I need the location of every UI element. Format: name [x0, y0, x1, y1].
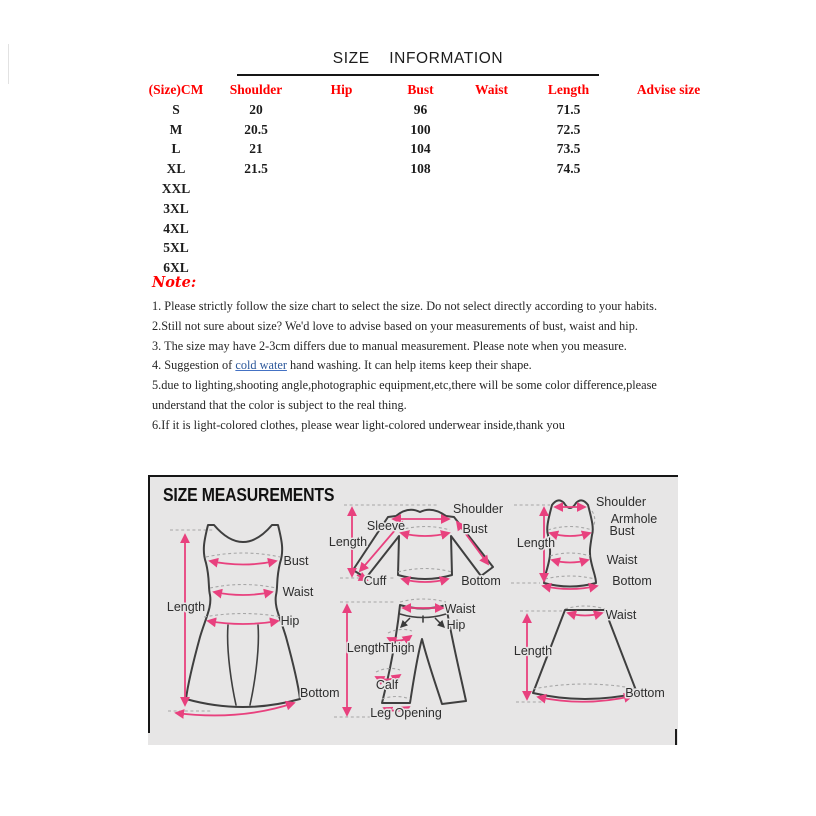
- vest-bottom-label: Bottom: [612, 574, 652, 588]
- top-bust-label: Bust: [462, 522, 488, 536]
- notes-list: [152, 297, 712, 436]
- cell-length: [525, 199, 612, 219]
- pants-leg-opening-label: Leg Opening: [370, 706, 442, 720]
- vest-bust-ellipse: [548, 527, 592, 531]
- cell-size: 6XL: [163, 260, 189, 276]
- cell-hip: [300, 179, 383, 199]
- cell-length: [525, 258, 612, 278]
- col-header-advise-size: Advise size: [636, 82, 701, 97]
- cell-advise: [612, 120, 725, 140]
- vest-shoulder-label: Shoulder: [595, 495, 647, 509]
- pants-waist-ellipse: [400, 599, 446, 602]
- pants-thigh-label: Thigh: [383, 641, 415, 655]
- size-chart-table: [140, 80, 725, 278]
- cell-bust: [383, 258, 458, 278]
- col-header-length: Length: [547, 82, 590, 97]
- cell-size: XXL: [161, 180, 191, 196]
- vest-bust-arrow: [550, 533, 590, 536]
- title-underline: [237, 74, 599, 76]
- skirt-length-label: Length: [513, 644, 553, 658]
- cold-water-link[interactable]: cold water: [235, 358, 287, 373]
- dress-hip-arrow: [208, 621, 278, 624]
- top-bottom-label: Bottom: [461, 574, 501, 588]
- dress-diagram: [167, 525, 340, 715]
- size-measurements-title: SIZE MEASUREMENTS: [163, 485, 335, 505]
- note-item-2: 2.Still not sure about size? We'd love to advise based on your measurements of bust, waist and hip.: [152, 318, 638, 333]
- cell-advise: [612, 199, 725, 219]
- cell-size: XL: [166, 161, 186, 177]
- cell-hip: [300, 258, 383, 278]
- dress-waist-arrow: [214, 592, 272, 595]
- pants-calf-ellipse: [376, 668, 400, 672]
- cell-shoulder: 20: [249, 101, 263, 117]
- cell-waist: [458, 258, 525, 278]
- pants-calf-label: Calf: [375, 678, 399, 692]
- cell-shoulder: [212, 179, 300, 199]
- note-item-3: 3. The size may have 2-3cm differs due to manual measurement. Please note when you measure.: [152, 338, 627, 353]
- cell-length: 73.5: [556, 141, 581, 157]
- dress-hip-ellipse: [204, 614, 282, 618]
- cell-bust: 104: [410, 141, 431, 157]
- cell-length: [525, 179, 612, 199]
- dress-left-seam: [228, 625, 236, 705]
- vest-waist-label: Waist: [606, 553, 638, 567]
- top-length-label: Length: [328, 535, 368, 549]
- vest-armhole-label: Armhole: [610, 512, 658, 526]
- cell-bust: 100: [410, 121, 431, 137]
- cell-length: [525, 238, 612, 258]
- cell-shoulder: [212, 258, 300, 278]
- scan-edge-artifact: [8, 44, 9, 84]
- cell-advise: [612, 139, 725, 159]
- top-shoulder-label: Shoulder: [452, 502, 504, 516]
- note-item-1: 1. Please strictly follow the size chart to select the size. Do not select directly according to your habits.: [152, 299, 658, 313]
- cell-size: L: [171, 141, 181, 157]
- cell-bust: [383, 199, 458, 219]
- cell-hip: [300, 199, 383, 219]
- cell-waist: [458, 120, 525, 140]
- vest-length-label: Length: [516, 536, 556, 550]
- cell-hip: [300, 219, 383, 239]
- note-4-prefix: 4. Suggestion of: [152, 358, 236, 373]
- vest-waist-ellipse: [550, 553, 590, 556]
- page-title: SIZE INFORMATION: [332, 50, 504, 67]
- cell-hip: [300, 100, 383, 120]
- cell-waist: [458, 139, 525, 159]
- cell-hip: [300, 238, 383, 258]
- cell-advise: [612, 179, 725, 199]
- cell-shoulder: [212, 199, 300, 219]
- top-sleeve-label: Sleeve: [366, 519, 406, 533]
- size-measurements-panel: [148, 475, 678, 745]
- cell-hip: [300, 120, 383, 140]
- pants-waist-label: Waist: [444, 602, 476, 616]
- measurement-diagrams: [148, 475, 678, 745]
- top-bust-ellipse: [400, 527, 450, 531]
- cell-size: S: [172, 101, 180, 117]
- cell-advise: [612, 219, 725, 239]
- col-header-bust: Bust: [407, 82, 434, 97]
- skirt-waist-arrow: [568, 613, 602, 616]
- cell-shoulder: [212, 238, 300, 258]
- cursor-artifact: [675, 729, 677, 745]
- cell-advise: [612, 100, 725, 120]
- cell-shoulder: 21.5: [244, 161, 268, 177]
- col-header-waist: Waist: [474, 82, 508, 97]
- vest-waist-arrow: [552, 560, 588, 563]
- dress-bust-label: Bust: [283, 554, 309, 568]
- top-diagram: [329, 502, 503, 588]
- dress-hip-label: Hip: [280, 614, 300, 628]
- dress-bottom-label: Bottom: [300, 686, 340, 700]
- cell-size: 3XL: [163, 200, 189, 216]
- pants-hip-arrow-left: [401, 618, 410, 627]
- note-item-4: [152, 356, 712, 376]
- cell-shoulder: [212, 219, 300, 239]
- pants-thigh-arrow: [388, 636, 411, 641]
- col-header-shoulder: Shoulder: [229, 82, 283, 97]
- cell-waist: [458, 159, 525, 179]
- col-header-hip: Hip: [330, 82, 353, 97]
- col-header-size-unit: (Size)CM: [148, 82, 204, 97]
- cell-advise: [612, 159, 725, 179]
- dress-length-label: Length: [166, 600, 206, 614]
- vest-hem-ellipse: [545, 576, 595, 579]
- dress-bust-ellipse: [206, 553, 280, 557]
- cell-bust: 108: [410, 161, 431, 177]
- note-heading: Note:: [152, 274, 197, 291]
- top-bust-arrow: [401, 533, 449, 536]
- dress-waist-ellipse: [210, 585, 276, 589]
- cell-waist: [458, 219, 525, 239]
- skirt-bottom-label: Bottom: [625, 686, 665, 700]
- cell-advise: [612, 238, 725, 258]
- cell-waist: [458, 100, 525, 120]
- cell-length: 74.5: [556, 161, 581, 177]
- vest-bust-label: Bust: [609, 524, 635, 538]
- cell-waist: [458, 199, 525, 219]
- cell-hip: [300, 139, 383, 159]
- cell-bust: 96: [413, 101, 428, 117]
- cell-length: 71.5: [556, 101, 581, 117]
- cell-bust: [383, 179, 458, 199]
- cell-shoulder: 20.5: [244, 121, 268, 137]
- skirt-waist-ellipse: [565, 606, 605, 609]
- pants-length-label: Length: [346, 641, 386, 655]
- top-hem-ellipse: [398, 569, 452, 573]
- dress-waist-label: Waist: [282, 585, 314, 599]
- cell-waist: [458, 179, 525, 199]
- skirt-hem-ellipse: [533, 684, 637, 689]
- top-cuff-label: Cuff: [363, 574, 387, 588]
- pants-hip-arrow-right: [435, 618, 444, 627]
- dress-right-seam: [250, 625, 258, 705]
- cell-size: M: [169, 121, 183, 137]
- cell-bust: [383, 219, 458, 239]
- note-item-6: 6.If it is light-colored clothes, please wear light-colored underwear inside,thank you: [152, 417, 565, 432]
- cell-advise: [612, 258, 725, 278]
- cell-size: 5XL: [163, 240, 189, 256]
- skirt-waist-label: Waist: [605, 608, 637, 622]
- cell-bust: [383, 238, 458, 258]
- cell-size: 4XL: [163, 220, 189, 236]
- pants-hem-ellipse: [382, 697, 410, 700]
- skirt-diagram: [514, 606, 665, 702]
- pants-thigh-ellipse: [388, 629, 412, 633]
- cell-length: 72.5: [556, 121, 581, 137]
- note-4-suffix: hand washing. It can help items keep their shape.: [286, 358, 532, 373]
- dress-bust-arrow: [210, 561, 276, 565]
- cell-waist: [458, 238, 525, 258]
- cell-length: [525, 219, 612, 239]
- pants-diagram: [334, 599, 476, 720]
- cell-hip: [300, 159, 383, 179]
- vest-diagram: [511, 495, 657, 589]
- cell-shoulder: 21: [249, 141, 263, 157]
- pants-hip-label: Hip: [446, 618, 466, 632]
- note-item-5: 5.due to lighting,shooting angle,photographic equipment,etc,there will be some color difference,please understand that the color is subject to the real thing.: [152, 378, 657, 412]
